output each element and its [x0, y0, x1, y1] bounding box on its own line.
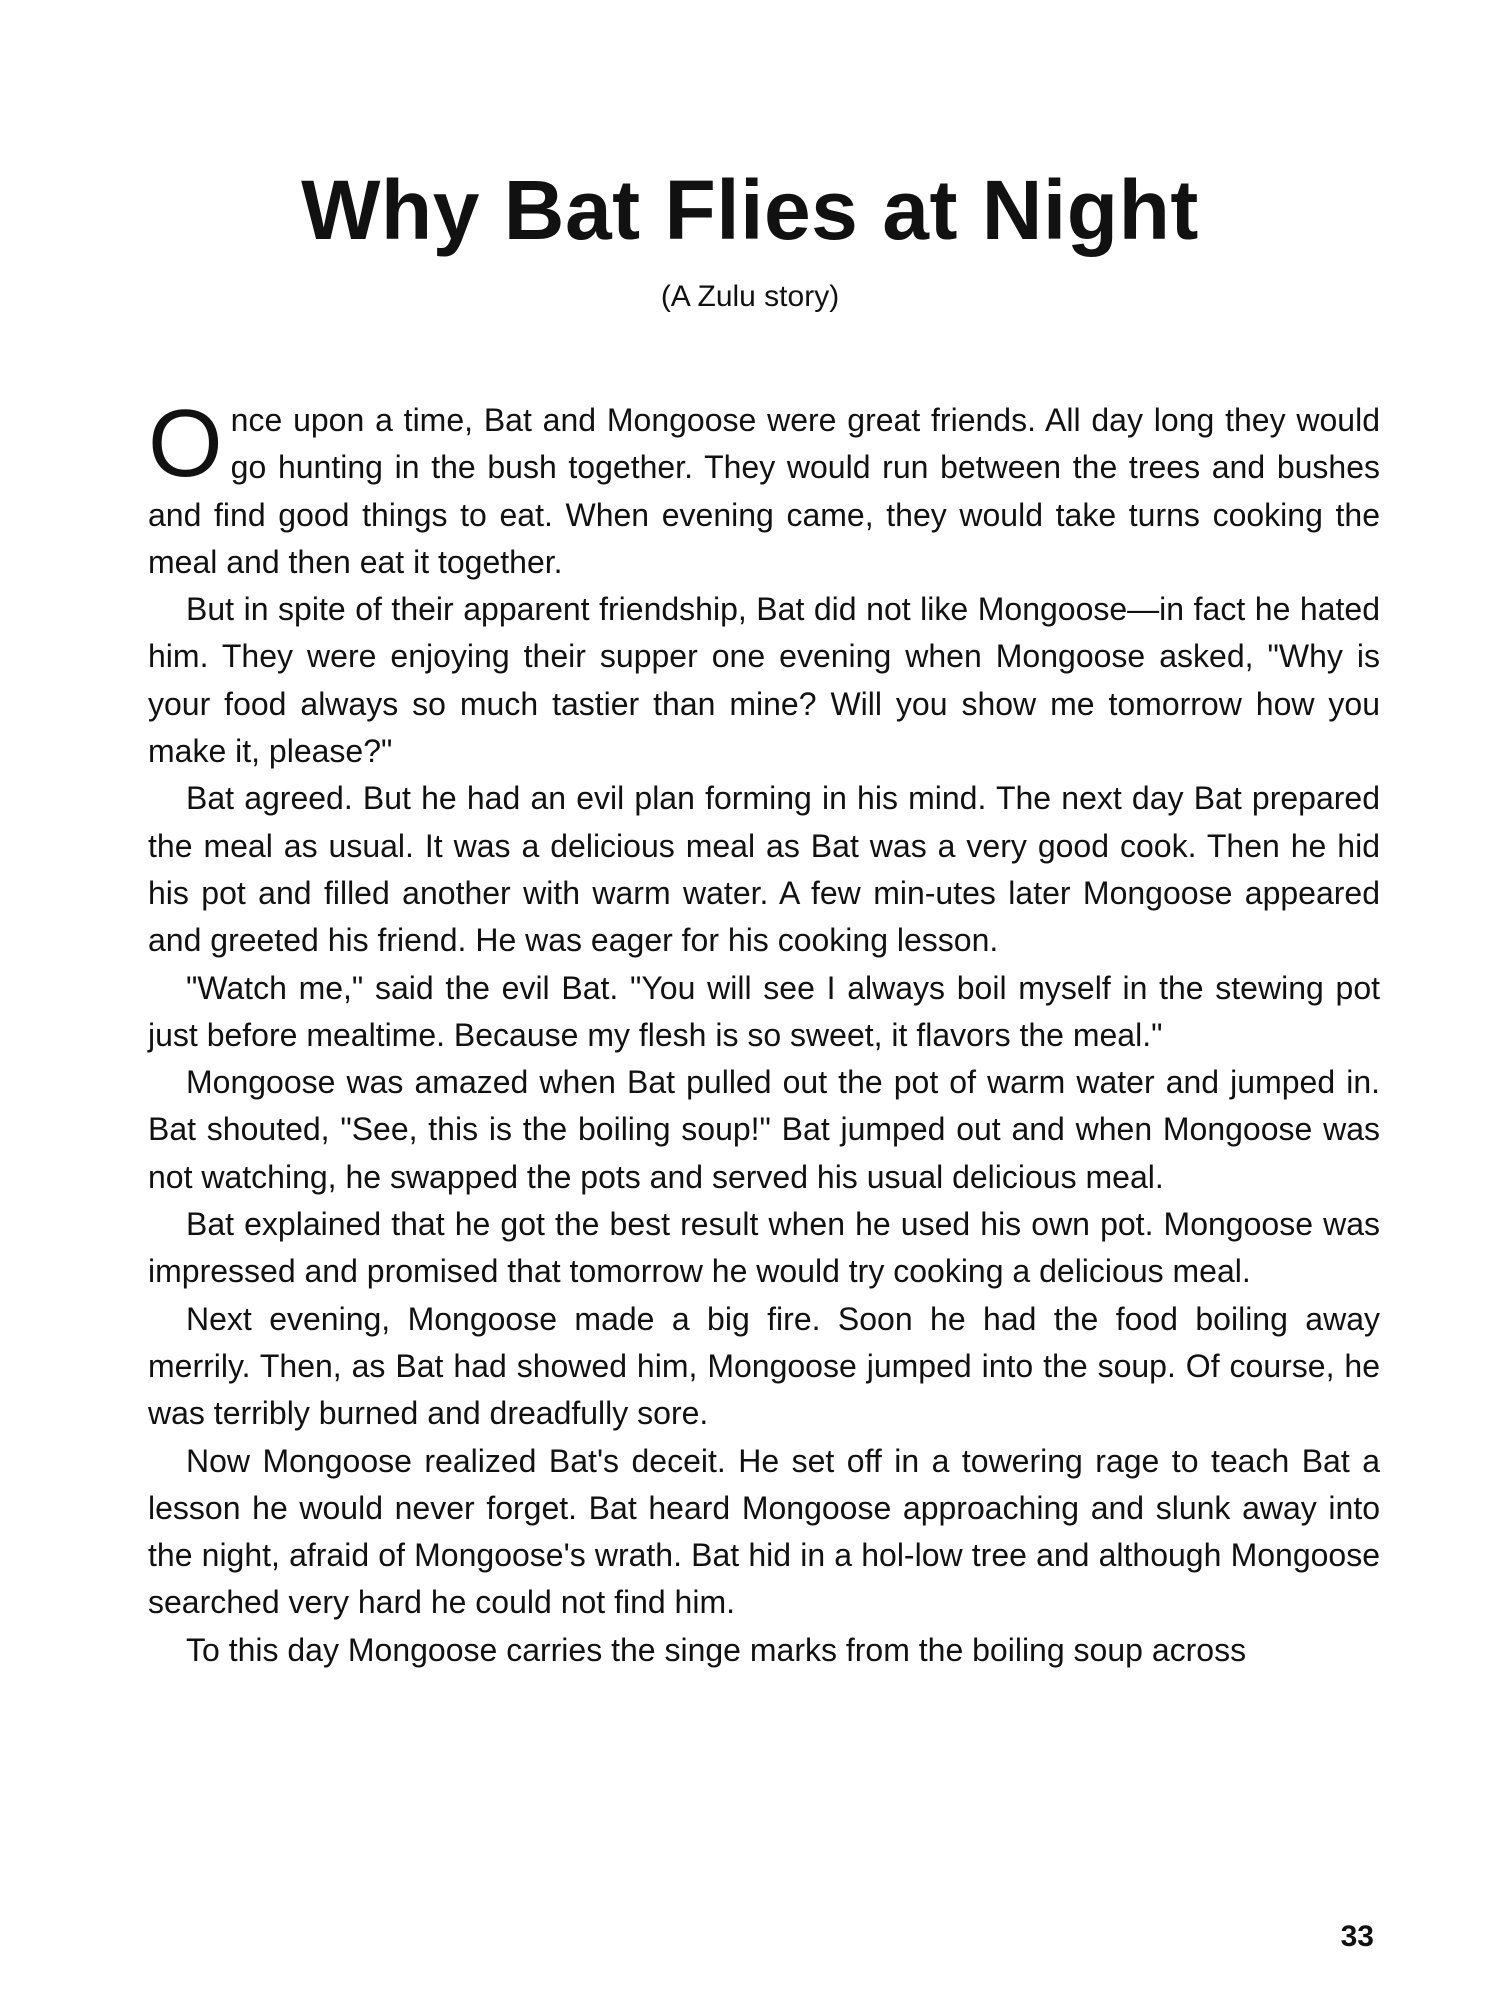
drop-cap: O: [148, 390, 223, 497]
story-title: Why Bat Flies at Night: [301, 163, 1199, 257]
story-paragraph-5: Mongoose was amazed when Bat pulled out the pot of warm water and jumped in. Bat shouted, "See, this is the boiling soup!" Bat jumped out and when Mongoose was not watching, he swapped the pots and served his usual delicious meal.: [148, 1064, 1380, 1195]
story-paragraph-9: To this day Mongoose carries the singe marks from the boiling soup across: [186, 1631, 1247, 1668]
page-number: 33: [1340, 1920, 1374, 1953]
paragraph-text: nce upon a time, Bat and Mongoose were great friends. All day long they would go hunting in the bush together. They would run between the trees and bushes and find good things to eat. When evening came, they would take turns cooking the meal and then eat it together.: [148, 402, 1380, 580]
story-paragraph-6: Bat explained that he got the best result when he used his own pot. Mongoose was impressed and promised that tomorrow he would try cooking a delicious meal.: [148, 1206, 1380, 1290]
story-paragraph-4: "Watch me," said the evil Bat. "You will see I always boil myself in the stewing pot just before mealtime. Because my flesh is so sweet, it flavors the meal.": [148, 969, 1380, 1053]
story-body: [148, 390, 1380, 1674]
story-paragraph-2: But in spite of their apparent friendship, Bat did not like Mongoose—in fact he hated him. They were enjoying their supper one evening when Mongoose asked, "Why is your food always so much tastier than mine? Will you show me tomorrow how you make it, please?": [148, 591, 1380, 770]
story-paragraph-7: Next evening, Mongoose made a big fire. Soon he had the food boiling away merrily. Then, as Bat had showed him, Mongoose jumped into the soup. Of course, he was terribly burned and dreadfully sore.: [148, 1300, 1380, 1432]
story-paragraph-1: [148, 390, 1380, 586]
story-paragraph-8: Now Mongoose realized Bat's deceit. He set off in a towering rage to teach Bat a lesson he would never forget. Bat heard Mongoose approaching and slunk away into the night, afraid of Mongoose's wrath. Bat hid in a hol-low tree and although Mongoose searched very hard he could not find him.: [148, 1442, 1380, 1621]
story-paragraph-3: Bat agreed. But he had an evil plan forming in his mind. The next day Bat prepared the meal as usual. It was a delicious meal as Bat was a very good cook. Then he hid his pot and filled another with warm water. A few min-utes later Mongoose appeared and greeted his friend. He was eager for his cooking lesson.: [148, 780, 1380, 959]
story-subtitle: (A Zulu story): [660, 280, 840, 313]
